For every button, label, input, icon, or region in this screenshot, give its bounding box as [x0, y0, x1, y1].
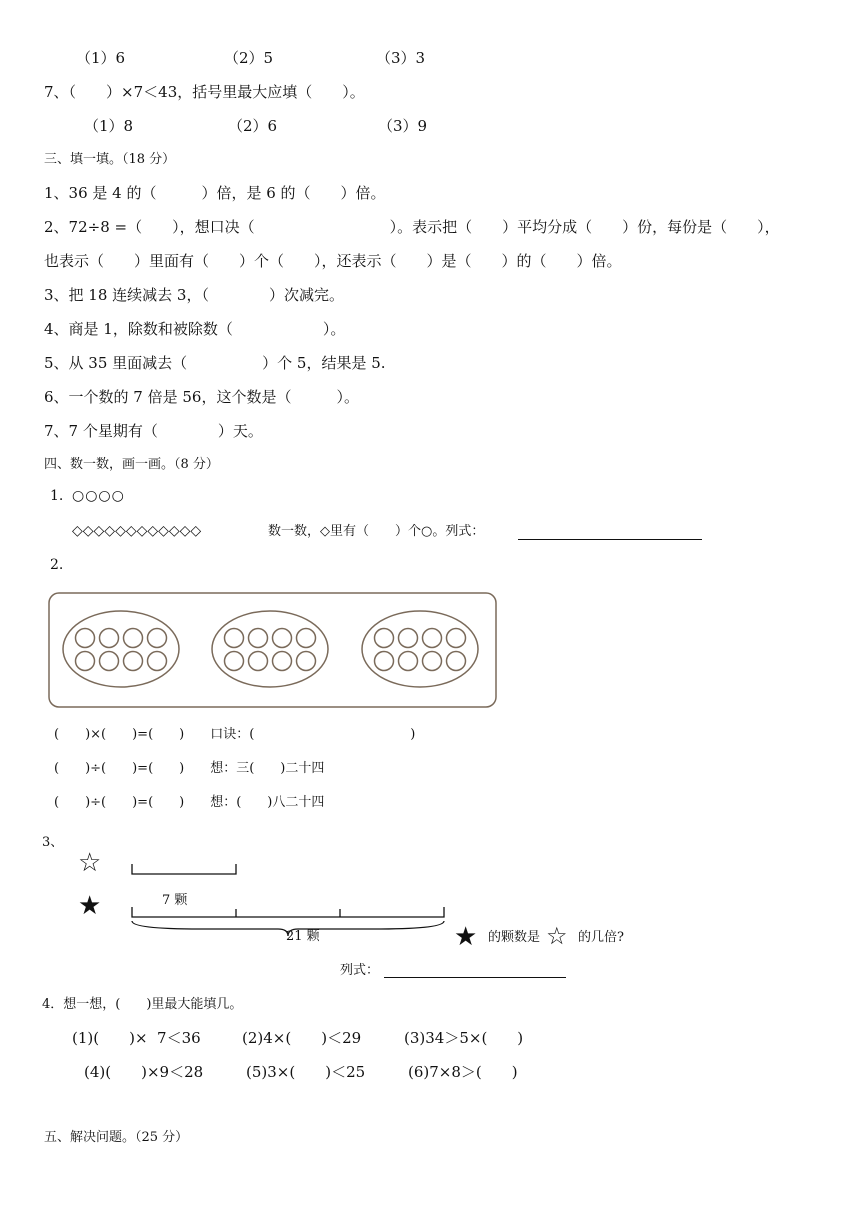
s4-p4-heading: 4．想一想，( )里最大能填几。 [42, 997, 243, 1012]
s4-p3-number: 3、 [42, 835, 64, 850]
s4-p3-question-end: 的几倍? [578, 930, 624, 945]
s4-p3-question: 的颗数是 [488, 930, 541, 945]
section3-heading: 三、填一填。（18 分） [44, 152, 176, 167]
q6-option-1: （1）6 [76, 49, 126, 67]
white-star-icon: ☆ [78, 848, 102, 878]
total-label: 21 颗 [286, 929, 320, 944]
s4-p2-number: 2. [50, 557, 64, 573]
s3-item-6: 6、一个数的 7 倍是 56，这个数是（ ）。 [44, 388, 359, 406]
black-star-question-icon: ★ [454, 922, 478, 952]
s4-p1-diamonds: ◇◇◇◇◇◇◇◇◇◇◇◇ [72, 523, 202, 539]
s4-p4-item-5: (5)3×( )＜25 [246, 1063, 366, 1081]
black-star-bar [132, 907, 444, 917]
q7-stem: 7、（ ）×7＜43，括号里最大应填（ ）。 [44, 83, 365, 101]
q7-option-2: （2）6 [228, 117, 278, 135]
s4-p3-formula-label: 列式： [340, 963, 380, 978]
s4-p1-circles: ○○○○ [72, 488, 125, 504]
q6-option-2: （2）5 [224, 49, 274, 67]
s4-p4-item-3: (3)34＞5×( ) [404, 1029, 524, 1047]
white-star-question-icon: ☆ [546, 922, 568, 950]
black-star-icon: ★ [78, 891, 102, 921]
s3-item-3: 3、把 18 连续减去 3，（ ）次减完。 [44, 286, 344, 304]
s4-p1-number: 1. [50, 488, 64, 504]
s4-p4-item-2: (2)4×( )＜29 [242, 1029, 362, 1047]
seven-label: 7 颗 [162, 893, 188, 908]
white-star-bar [132, 864, 236, 874]
s3-item-2: 2、72÷8 =（ ），想口决（ ）。表示把（ ）平均分成（ ）份，每份是（ ）， [44, 218, 780, 236]
s4-p1-question: 数一数，◇里有（ ）个○。列式： [268, 524, 485, 539]
s4-p2-line-1: ( )×( )=( ) 口诀：( ) [54, 727, 416, 742]
s4-p2-line-2: ( )÷( )=( ) 想：三( )二十四 [54, 761, 325, 776]
s3-item-5: 5、从 35 里面减去（ ）个 5，结果是 5. [44, 354, 386, 372]
s4-p2-line-3: ( )÷( )=( ) 想：( )八二十四 [54, 795, 325, 810]
s3-item-4: 4、商是 1，除数和被除数（ ）。 [44, 320, 346, 338]
s3-item-1: 1、36 是 4 的（ ）倍，是 6 的（ ）倍。 [44, 184, 386, 202]
s4-p4-item-1: (1)( )× 7＜36 [72, 1029, 201, 1047]
q7-option-3: （3）9 [378, 117, 428, 135]
s4-p4-item-6: (6)7×8＞( ) [408, 1063, 518, 1081]
q7-option-1: （1）8 [84, 117, 134, 135]
section5-heading: 五、解决问题。（25 分） [44, 1130, 189, 1145]
s3-item-2-cont: 也表示（ ）里面有（ ）个（ ），还表示（ ）是（ ）的（ ）倍。 [44, 252, 622, 270]
section4-heading: 四、数一数，画一画。（8 分） [44, 457, 219, 472]
s3-item-7: 7、7 个星期有（ ）天。 [44, 422, 263, 440]
s4-p3-answer-line[interactable] [384, 977, 566, 978]
q6-option-3: （3）3 [376, 49, 426, 67]
s4-p4-item-4: (4)( )×9＜28 [84, 1063, 204, 1081]
